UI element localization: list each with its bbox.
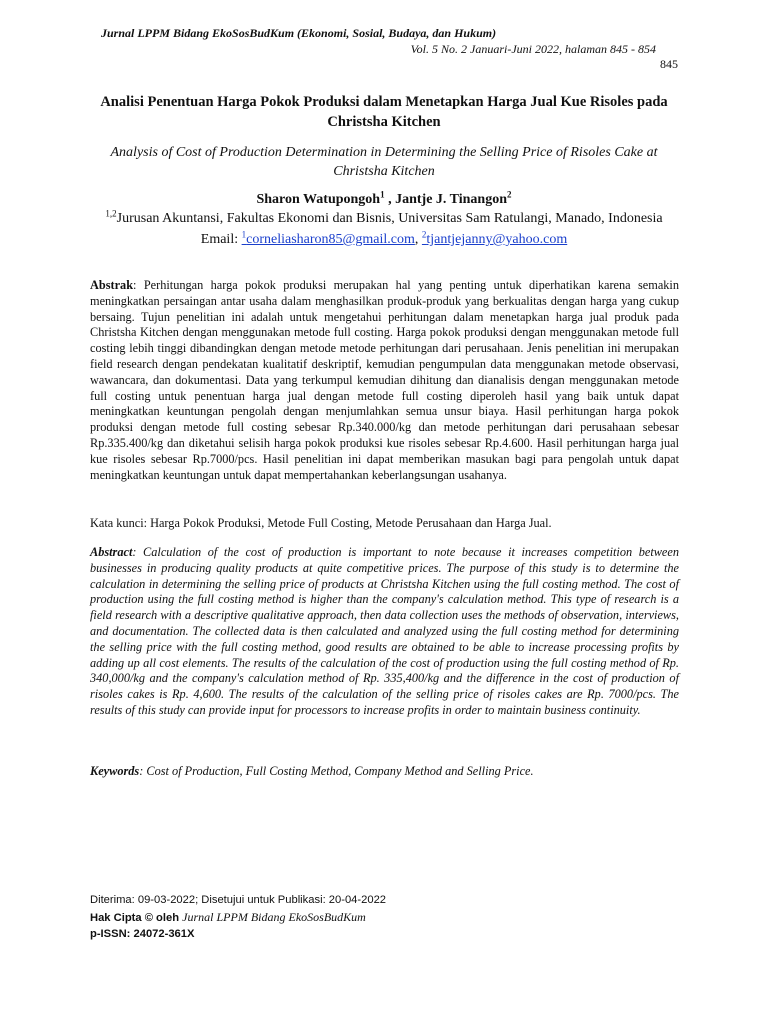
copyright-prefix: Hak Cipta © oleh: [90, 912, 183, 924]
email-link-1[interactable]: [241, 229, 415, 247]
paper-subtitle-line-2: Christsha Kitchen: [333, 164, 435, 179]
keywords-text: : Cost of Production, Full Costing Method, Company Method and Selling Price.: [139, 764, 534, 778]
email-label: Email:: [200, 232, 242, 247]
issn: p-ISSN: 24072-361X: [90, 928, 195, 940]
email-1-text: corneliasharon85@gmail.com: [246, 232, 415, 247]
abstrak-text: : Perhitungan harga pokok produksi merupakan hal yang penting untuk diperhatikan karena semakin meningkatkan persaingan antar usaha dalam menghasilkan produk-produk yang berkualitas dengan harga yang cukup bersaing. Tujun penelitian ini adalah untuk mengetahui perhitungan dalam menetapkan harga jual produk pada Christsha Kitchen dengan menggunakan metode full costing. Harga pokok produksi dengan menggunakan metode full costing lebih tinggi dibandingkan dengan metode metode perhitungan dari perusahaan. Jenis penelitian ini merupakan field research dengan pendekatan kualitatif deskriptif, kemudian pengumpulan data menggunakan metode observasi, wawancara, dan dokumentasi. Data yang terkumpul kemudian dihitung dan dianalisis dengan menggunakan metode full costing untuk penentuan harga jual dengan metode full costing diperoleh hasil yang baik untuk dapat meningkatkan keuntungan pengolah dengan menjumlahkan semua unsur biaya. Hasil perhitungan harga pokok produksi dengan metode full costing sebesar Rp.340.000/kg dan metode perhitungan dari perusahaan sebesar Rp.335.400/kg dan diketahui selisih harga pokok produksi kue risoles sebesar Rp.4.600. Hasil perhitungan harga jual kue risoles sebesar Rp.7000/pcs. Hasil penelitian ini dapat memberikan masukan bagi para pengolah untuk dapat meningkatkan keuntungan untuk dapat mempertahankan keberlangsungan usahanya.: [90, 278, 679, 482]
volume-info: Vol. 5 No. 2 Januari-Juni 2022, halaman 845 - 854: [410, 42, 656, 56]
email-separator: ,: [414, 232, 422, 247]
paper-title-line-2: Christsha Kitchen: [327, 114, 441, 130]
author-2: Jantje J. Tinangon: [395, 192, 507, 207]
abstract-paragraph: [90, 545, 679, 719]
authors: [90, 189, 678, 208]
author-2-affil-mark: 2: [507, 189, 512, 200]
email-1-mark: 1: [241, 229, 247, 240]
keywords-label: Keywords: [90, 764, 140, 778]
author-1: Sharon Watupongoh: [256, 192, 381, 207]
kata-kunci: Kata kunci: Harga Pokok Produksi, Metode Full Costing, Metode Perusahaan dan Harga Jual.: [90, 516, 552, 530]
paper-subtitle: [90, 143, 678, 181]
affiliation-mark: 1,2: [105, 208, 117, 219]
author-separator: ,: [384, 192, 396, 207]
abstrak-label: Abstrak: [90, 278, 134, 292]
paper-subtitle-line-1: Analysis of Cost of Production Determination in Determining the Selling Price of Risoles Cake at: [110, 145, 658, 160]
affiliation-text: Jurusan Akuntansi, Fakultas Ekonomi dan Bisnis, Universitas Sam Ratulangi, Manado, Indonesia: [116, 211, 663, 226]
abstrak-paragraph: [90, 278, 679, 483]
affiliation: [90, 208, 678, 227]
author-1-affil-mark: 1: [380, 189, 385, 200]
email-2-text: tjantjejanny@yahoo.com: [426, 232, 568, 247]
abstract-label: Abstract: [90, 545, 133, 559]
copyright-line: [90, 909, 366, 927]
email-link-2[interactable]: [421, 229, 568, 247]
page-number: 845: [660, 57, 678, 71]
keywords-line: [90, 764, 679, 780]
email-line: [90, 229, 678, 248]
paper-title-line-1: Analisi Penentuan Harga Pokok Produksi dalam Menetapkan Harga Jual Kue Risoles pada: [100, 94, 668, 110]
journal-name: Jurnal LPPM Bidang EkoSosBudKum (Ekonomi, Sosial, Budaya, dan Hukum): [101, 26, 497, 40]
received-date: Diterima: 09-03-2022; Disetujui untuk Publikasi: 20-04-2022: [90, 894, 387, 906]
abstract-text: : Calculation of the cost of production is important to note because it increases competition between businesses in producing quality products at quite competitive prices. The purpose of this study is to determine the calculation in determining the selling price of products at Christsha Kitchen using the full costing method. The cost of production using the full costing method is higher than the company's calculation method. This type of research is a field research with a descriptive qualitative approach, then data collection uses the methods of observation, interviews, and documentation. The collected data is then calculated and analyzed using the full costing method for determining the selling price with the full costing method, good results are obtained to be able to increase processing profits by adding up all cost elements. The results of the calculation of the cost of production using the full costing method of Rp. 340,000/kg and the company's calculation method of Rp. 335,400/kg and the difference in the cost of production of risoles cakes is Rp. 4,600. The results of the calculation of the selling price of risoles cakes are Rp. 7000/pcs. The results of this study can provide input for processors to increase profits in order to maintain business continuity.: [90, 545, 679, 717]
copyright-journal: Jurnal LPPM Bidang EkoSosBudKum: [182, 910, 366, 924]
paper-title: [90, 92, 678, 132]
email-2-mark: 2: [421, 229, 427, 240]
